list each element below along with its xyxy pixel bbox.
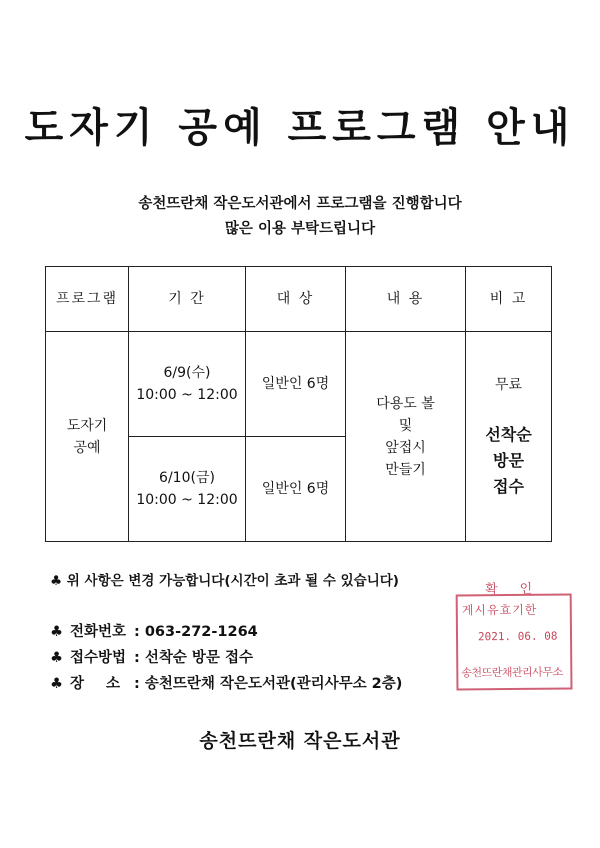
session-time: 10:00 ~ 12:00: [136, 492, 238, 508]
place-label: 장소: [70, 676, 143, 692]
stamp-org: 송천뜨란채관리사무소: [461, 665, 563, 680]
session-time: 10:00 ~ 12:00: [136, 387, 238, 403]
club-icon: ♣: [50, 650, 63, 666]
place-value: : 송천뜨란채 작은도서관(관리사무소 2층): [134, 676, 403, 692]
header-target: 대 상: [246, 267, 346, 332]
content-line: 및: [398, 417, 413, 434]
content-line: 만들기: [385, 461, 426, 478]
stamp-date: 2021. 06. 08: [477, 629, 558, 644]
subtitle-line-2: 많은 이용 부탁드립니다: [224, 221, 376, 237]
note-free: 무료: [494, 376, 523, 393]
stamp-title: 확인: [484, 581, 555, 598]
method-label: 접수방법: [70, 650, 127, 666]
phone-label: 전화번호: [70, 624, 127, 640]
schedule-table: [45, 266, 552, 542]
note-line: 방문: [493, 450, 524, 470]
stamp-validity-label: 게시유효기한: [461, 602, 538, 618]
table-header-row: [46, 267, 552, 332]
target-cell: 일반인 6명: [246, 437, 346, 542]
header-period: 기 간: [129, 267, 246, 332]
program-line-1: 도자기: [66, 417, 108, 434]
confirmation-stamp: [452, 577, 573, 690]
note-line: 선착순: [485, 424, 532, 444]
note-cell: [466, 332, 552, 542]
content-line: 앞접시: [385, 439, 426, 456]
page-title: 도자기 공예 프로그램 안내: [24, 105, 576, 151]
club-icon: ♣: [50, 624, 63, 640]
session-date: 6/10(금): [159, 470, 215, 486]
header-note: 비 고: [466, 267, 552, 332]
program-cell: [46, 332, 129, 542]
subtitle-line-1: 송천뜨란채 작은도서관에서 프로그램을 진행합니다: [138, 196, 462, 212]
program-line-2: 공예: [73, 439, 101, 456]
content-cell: [346, 332, 466, 542]
header-program: 프로그램: [46, 267, 129, 332]
period-cell: [129, 332, 246, 437]
session-date: 6/9(수): [163, 365, 211, 381]
library-name-footer: 송천뜨란채 작은도서관: [199, 730, 401, 752]
stamp-box: [456, 593, 573, 690]
note-line: 접수: [493, 476, 524, 496]
target-cell: 일반인 6명: [246, 332, 346, 437]
header-content: 내 용: [346, 267, 466, 332]
content-line: 다용도 볼: [376, 395, 435, 412]
info-method: [50, 646, 253, 667]
notice-text: ♣ 위 사항은 변경 가능합니다(시간이 초과 될 수 있습니다): [50, 573, 399, 589]
table-row: [46, 332, 552, 437]
period-cell: [129, 437, 246, 542]
info-place: [50, 672, 402, 693]
club-icon: ♣: [50, 676, 63, 692]
info-phone: [50, 620, 258, 641]
method-value: : 선착순 방문 접수: [134, 650, 253, 666]
phone-value: : 063-272-1264: [134, 624, 258, 640]
